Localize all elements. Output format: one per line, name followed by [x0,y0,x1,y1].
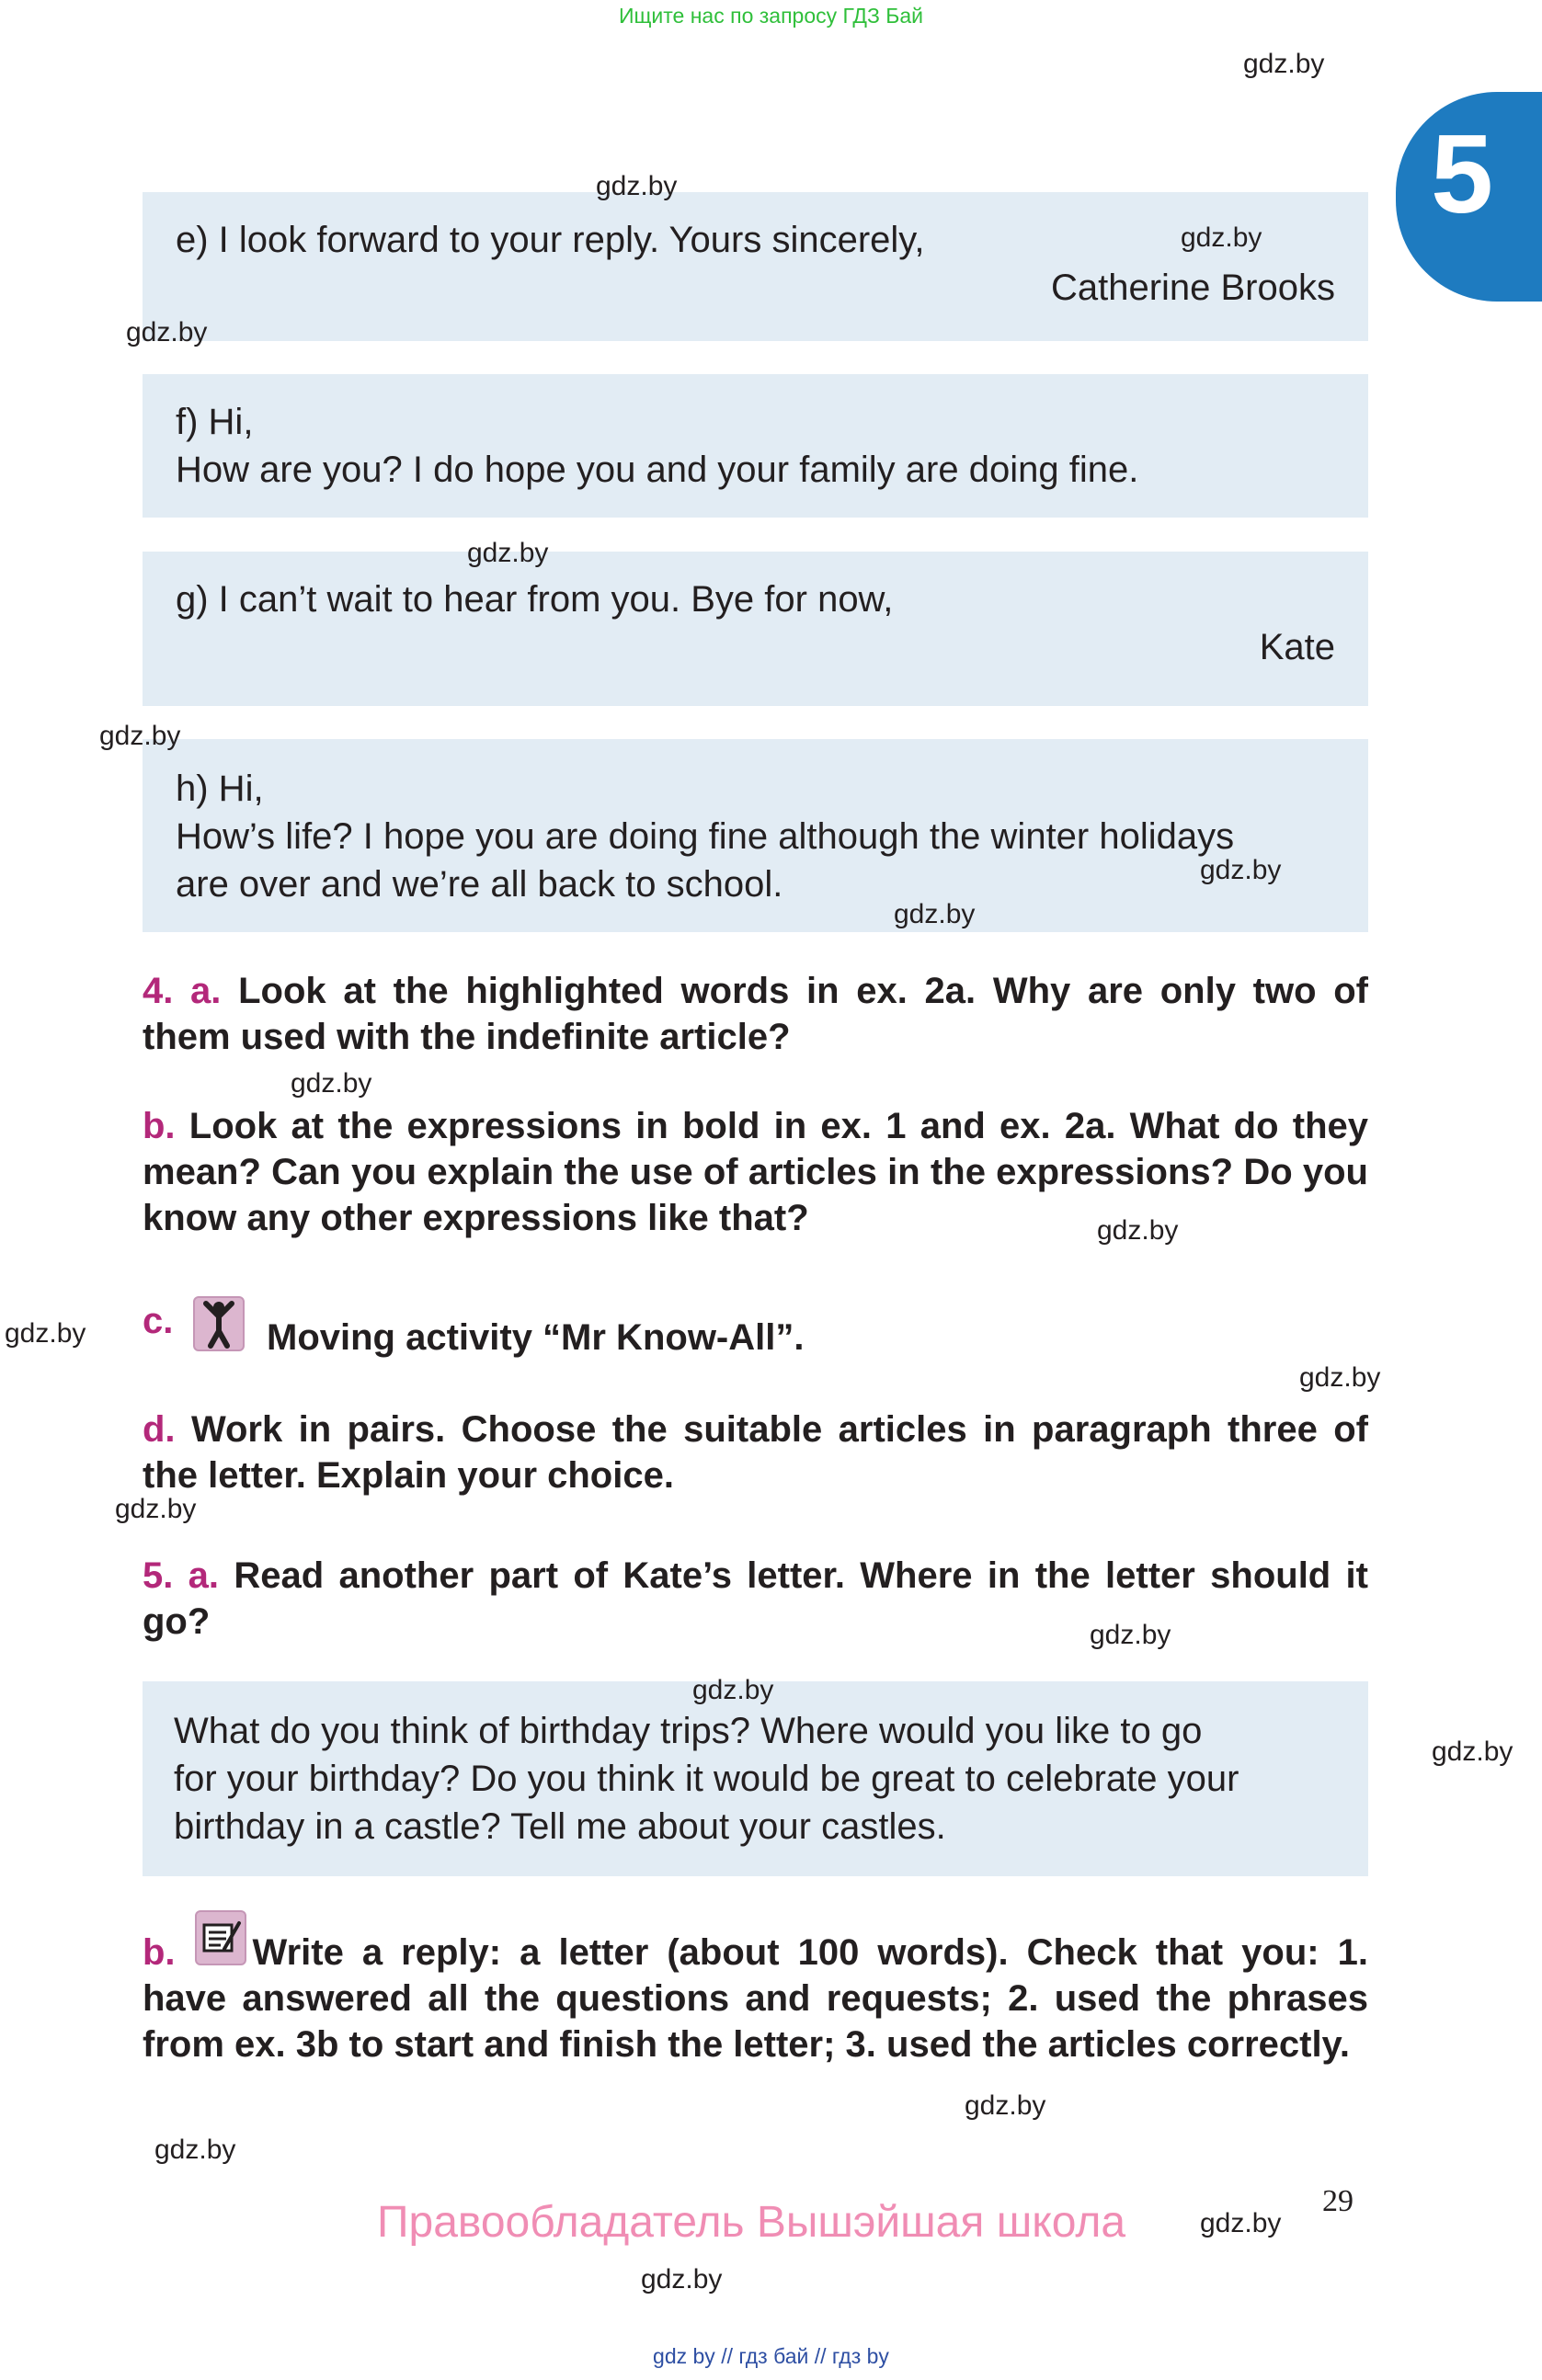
task-4d [143,1406,1368,1498]
watermark: gdz.by [126,317,208,347]
task-4a-text: Look at the highlighted words in ex. 2a. Why are only two of them used with the indefinite article? [143,971,1368,1057]
watermark: gdz.by [692,1675,774,1705]
phrase-f-text: How are you? I do hope you and your family are doing fine. [176,450,1139,490]
watermark: gdz.by [1200,855,1282,885]
watermark: gdz.by [1299,1362,1381,1393]
watermark: gdz.by [5,1318,86,1349]
watermark: gdz.by [894,899,976,929]
task-5a-text: Read another part of Kate’s letter. Where in the letter should it go? [143,1555,1368,1642]
task-4b-text: Look at the expressions in bold in ex. 1 and ex. 2a. What do they mean? Can you explain the use of articles in the expressions? Do you know any other expressions like that? [143,1106,1368,1238]
task-4d-text: Work in pairs. Choose the suitable articles in paragraph three of the letter. Explain your choice. [143,1409,1368,1496]
watermark: gdz.by [1181,222,1262,253]
task-5b-label: b. [143,1932,176,1973]
phrase-e-signature: Catherine Brooks [1050,268,1335,308]
bottom-links[interactable]: gdz by // гдз бай // гдз by [653,2344,889,2368]
letter-part-box [143,1681,1368,1876]
task-4c-label: c. [143,1301,174,1341]
phrase-f-greeting: f) Hi, [176,402,254,442]
phrase-box-g [143,552,1368,706]
task-4a-label: 4. a. [143,971,222,1011]
watermark: gdz.by [596,171,678,201]
task-5a [143,1553,1368,1645]
task-4c-text: Moving activity “Mr Know-All”. [267,1317,805,1358]
phrase-e-text: e) I look forward to your reply. Yours sincerely, [176,220,925,260]
watermark: gdz.by [154,2135,236,2165]
watermark: gdz.by [467,538,549,568]
phrase-h-text-2: are over and we’re all back to school. [176,864,783,905]
letter-part-line-2: for your birthday? Do you think it would be great to celebrate your [174,1759,1239,1799]
task-4c-body [267,1315,1094,1361]
task-4d-label: d. [143,1409,176,1450]
watermark: gdz.by [99,721,181,751]
task-4b-label: b. [143,1106,176,1146]
page-number: 29 [1322,2184,1354,2218]
top-banner: Ищите нас по запросу ГДЗ Бай [618,4,924,28]
task-5b-text: Write a reply: a letter (about 100 words). Check that you: 1. have answered all the questions and requests; 2. used the phrases from ex. 3b to start and finish the letter; 3. used the articles correctly. [143,1932,1368,2065]
copyright-owner: Правообладатель Вышэйшая школа [377,2198,1126,2247]
phrase-g-text: g) I can’t wait to hear from you. Bye for now, [176,579,894,620]
letter-part-line-3: birthday in a castle? Tell me about your castles. [174,1806,946,1847]
letter-part-line-1: What do you think of birthday trips? Where would you like to go [174,1711,1203,1751]
phrase-g-signature: Kate [1259,627,1335,667]
task-4a [143,968,1368,1060]
watermark: gdz.by [1097,1215,1179,1246]
phrase-box-e [143,192,1368,341]
watermark: gdz.by [965,2090,1046,2121]
watermark: gdz.by [291,1068,372,1099]
moving-activity-icon [193,1296,245,1351]
watermark: gdz.by [1090,1620,1171,1650]
phrase-h-text-1: How’s life? I hope you are doing fine although the winter holidays [176,816,1235,857]
phrase-h-greeting: h) Hi, [176,769,264,809]
watermark: gdz.by [1200,2208,1282,2238]
task-5a-label: 5. a. [143,1555,220,1596]
phrase-box-h [143,739,1368,932]
unit-number: 5 [1431,111,1493,236]
phrase-box-f [143,374,1368,518]
task-4b [143,1103,1368,1241]
watermark: gdz.by [641,2264,723,2295]
watermark: gdz.by [1243,49,1325,79]
task-5b [143,1930,1368,2067]
watermark: gdz.by [1432,1737,1513,1767]
watermark: gdz.by [115,1494,197,1524]
